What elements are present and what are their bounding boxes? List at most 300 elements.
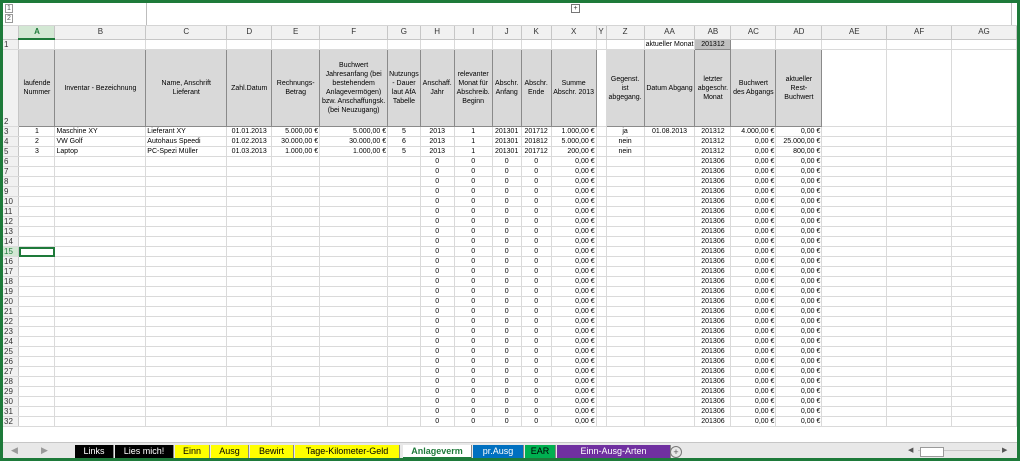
cell-a[interactable] [19,237,55,247]
cell-c[interactable] [146,177,227,187]
cell-g[interactable] [388,337,421,347]
cell-ab[interactable]: 201306 [695,157,731,167]
cell-z[interactable] [606,167,644,177]
cell-k[interactable]: 0 [521,217,551,227]
cell-b[interactable] [55,257,146,267]
cell-a[interactable] [19,327,55,337]
cell-i[interactable]: 1 [454,147,492,157]
cell-g[interactable] [388,267,421,277]
cell-g[interactable] [388,307,421,317]
cell-ae[interactable] [822,227,887,237]
row-number[interactable]: 27 [3,367,19,377]
cell-b[interactable] [55,297,146,307]
cell-a[interactable] [19,387,55,397]
cell-j[interactable]: 0 [492,177,521,187]
row-number[interactable]: 19 [3,287,19,297]
cell-g[interactable]: 5 [388,127,421,137]
cell-ab[interactable]: 201306 [695,417,731,427]
cell-z[interactable] [606,247,644,257]
cell-af[interactable] [887,237,952,247]
cell-ad[interactable]: 0,00 € [776,367,822,377]
scroll-left-icon[interactable]: ◀ [908,447,914,454]
cell-aa[interactable] [644,377,695,387]
cell-x[interactable]: 0,00 € [551,327,596,337]
sheet-tab-1[interactable]: Lies mich! [115,445,174,458]
cell-ad[interactable]: 0,00 € [776,217,822,227]
cell-h[interactable]: 0 [420,327,454,337]
cell[interactable] [388,39,421,50]
cell[interactable] [420,39,454,50]
sheet-tab-6[interactable]: Anlageverm [403,445,472,458]
cell-a[interactable] [19,177,55,187]
cell-d[interactable] [227,367,272,377]
scroll-tabs-left-icon[interactable]: ◀ [11,445,18,455]
cell-z[interactable] [606,347,644,357]
cell-af[interactable] [887,187,952,197]
cell-b[interactable] [55,217,146,227]
cell-e[interactable] [272,377,320,387]
sheet-tab-3[interactable]: Ausg [211,445,249,458]
cell-e[interactable]: 30.000,00 € [272,137,320,147]
cell[interactable] [776,39,822,50]
cell-h[interactable]: 0 [420,337,454,347]
cell-h[interactable]: 0 [420,187,454,197]
cell-e[interactable] [272,227,320,237]
cell-ab[interactable]: 201306 [695,367,731,377]
cell-ae[interactable] [822,187,887,197]
cell-x[interactable]: 0,00 € [551,267,596,277]
cell-e[interactable] [272,157,320,167]
select-all-corner[interactable] [3,26,19,39]
cell-i[interactable]: 0 [454,267,492,277]
cell-ac[interactable]: 0,00 € [731,307,776,317]
cell-x[interactable]: 0,00 € [551,337,596,347]
cell-z[interactable] [606,257,644,267]
cell-a[interactable] [19,407,55,417]
cell-c[interactable] [146,417,227,427]
cell-e[interactable] [272,197,320,207]
cell-i[interactable]: 0 [454,377,492,387]
cell-c[interactable] [146,347,227,357]
cell-k[interactable]: 0 [521,177,551,187]
cell-ag[interactable] [952,197,1017,207]
cell-y[interactable] [596,257,606,267]
cell-ag[interactable] [952,367,1017,377]
cell-ae[interactable] [822,237,887,247]
cell-c[interactable]: PC-Spezi Müller [146,147,227,157]
cell-ag[interactable] [952,407,1017,417]
column-header-aa[interactable]: AA [644,26,695,39]
cell-ae[interactable] [822,297,887,307]
cell-af[interactable] [887,417,952,427]
cell-d[interactable] [227,317,272,327]
cell-b[interactable] [55,197,146,207]
cell-aa[interactable] [644,137,695,147]
cell-f[interactable] [320,377,388,387]
cell-ad[interactable]: 0,00 € [776,127,822,137]
row-number[interactable]: 32 [3,417,19,427]
cell-k[interactable]: 0 [521,357,551,367]
cell-aa[interactable] [644,167,695,177]
cell-j[interactable]: 0 [492,227,521,237]
cell-c[interactable] [146,387,227,397]
cell[interactable] [454,39,492,50]
cell-af[interactable] [887,397,952,407]
cell-h[interactable]: 0 [420,267,454,277]
row-number[interactable]: 31 [3,407,19,417]
cell-ad[interactable]: 0,00 € [776,387,822,397]
cell-ae[interactable] [822,387,887,397]
cell-j[interactable]: 0 [492,277,521,287]
cell-x[interactable]: 0,00 € [551,167,596,177]
cell-ag[interactable] [952,127,1017,137]
cell-ab[interactable]: 201306 [695,277,731,287]
cell-a[interactable] [19,227,55,237]
cell-f[interactable] [320,407,388,417]
cell-ac[interactable]: 0,00 € [731,387,776,397]
cell-g[interactable] [388,237,421,247]
cell-h[interactable]: 0 [420,377,454,387]
cell-aa[interactable] [644,207,695,217]
cell-d[interactable] [227,257,272,267]
cell-a[interactable] [19,307,55,317]
cell-f[interactable] [320,257,388,267]
cell-i[interactable]: 0 [454,157,492,167]
cell-k[interactable]: 0 [521,187,551,197]
cell-f[interactable]: 1.000,00 € [320,147,388,157]
cell-z[interactable] [606,327,644,337]
cell-x[interactable]: 0,00 € [551,207,596,217]
cell-ab[interactable]: 201306 [695,247,731,257]
cell-z[interactable] [606,187,644,197]
cell-aa[interactable] [644,417,695,427]
cell-d[interactable] [227,327,272,337]
cell-ad[interactable]: 0,00 € [776,397,822,407]
cell-c[interactable] [146,277,227,287]
cell-h[interactable]: 0 [420,157,454,167]
cell-y[interactable] [596,187,606,197]
scrollbar-thumb[interactable] [920,447,944,457]
cell-z[interactable]: ja [606,127,644,137]
cell-ag[interactable] [952,147,1017,157]
row-number[interactable]: 12 [3,217,19,227]
cell-g[interactable]: 6 [388,137,421,147]
column-header-h[interactable]: H [420,26,454,39]
cell[interactable] [952,39,1017,50]
cell-ag[interactable] [952,247,1017,257]
cell-d[interactable] [227,267,272,277]
cell-aa[interactable] [644,187,695,197]
cell-ag[interactable] [952,267,1017,277]
cell-af[interactable] [887,307,952,317]
cell-ad[interactable]: 0,00 € [776,307,822,317]
cell-ad[interactable]: 0,00 € [776,247,822,257]
cell-af[interactable] [887,387,952,397]
cell-b[interactable] [55,247,146,257]
cell-ag[interactable] [952,297,1017,307]
cell-e[interactable] [272,177,320,187]
cell-d[interactable] [227,387,272,397]
cell-ae[interactable] [822,217,887,227]
cell-c[interactable] [146,337,227,347]
row-number[interactable]: 4 [3,137,19,147]
cell-ad[interactable]: 0,00 € [776,227,822,237]
cell-x[interactable]: 0,00 € [551,257,596,267]
cell-i[interactable]: 0 [454,297,492,307]
cell-a[interactable] [19,217,55,227]
cell-a[interactable] [19,167,55,177]
cell-i[interactable]: 0 [454,167,492,177]
cell-j[interactable]: 0 [492,357,521,367]
cell-ag[interactable] [952,397,1017,407]
column-header-ac[interactable]: AC [731,26,776,39]
cell-ab[interactable]: 201312 [695,147,731,157]
cell-ae[interactable] [822,167,887,177]
cell-k[interactable]: 0 [521,197,551,207]
cell-g[interactable]: 5 [388,147,421,157]
cell-e[interactable] [272,267,320,277]
cell-e[interactable] [272,237,320,247]
cell-y[interactable] [596,387,606,397]
cell[interactable] [272,39,320,50]
cell-x[interactable]: 0,00 € [551,277,596,287]
cell-d[interactable] [227,277,272,287]
cell-ac[interactable]: 0,00 € [731,257,776,267]
cell-ag[interactable] [952,257,1017,267]
cell-f[interactable] [320,347,388,357]
cell-i[interactable]: 0 [454,357,492,367]
cell-f[interactable] [320,417,388,427]
cell-ae[interactable] [822,317,887,327]
cell-ae[interactable] [822,247,887,257]
cell-h[interactable]: 0 [420,237,454,247]
cell-i[interactable]: 0 [454,387,492,397]
cell-ac[interactable]: 0,00 € [731,217,776,227]
cell-c[interactable] [146,397,227,407]
cell-a[interactable] [19,187,55,197]
cell-ab[interactable]: 201306 [695,337,731,347]
cell-e[interactable] [272,187,320,197]
cell-ae[interactable] [822,267,887,277]
column-header-x[interactable]: X [551,26,596,39]
cell-j[interactable]: 0 [492,307,521,317]
cell-aa[interactable] [644,237,695,247]
cell-y[interactable] [596,417,606,427]
cell-ag[interactable] [952,167,1017,177]
cell-f[interactable] [320,227,388,237]
cell-ab[interactable]: 201312 [695,137,731,147]
cell-z[interactable] [606,287,644,297]
cell-k[interactable]: 0 [521,397,551,407]
worksheet-table[interactable] [3,26,1017,427]
cell-g[interactable] [388,277,421,287]
cell-h[interactable]: 0 [420,257,454,267]
cell-h[interactable]: 0 [420,357,454,367]
cell[interactable] [731,39,776,50]
cell-af[interactable] [887,247,952,257]
cell-x[interactable]: 0,00 € [551,177,596,187]
cell-y[interactable] [596,287,606,297]
cell-ac[interactable]: 0,00 € [731,157,776,167]
cell-e[interactable]: 5.000,00 € [272,127,320,137]
row-number[interactable]: 14 [3,237,19,247]
cell-ad[interactable]: 0,00 € [776,207,822,217]
cell-z[interactable] [606,207,644,217]
cell-ab[interactable]: 201306 [695,267,731,277]
cell-c[interactable]: Autohaus Speedi [146,137,227,147]
cell-b[interactable] [55,327,146,337]
row-number[interactable]: 22 [3,317,19,327]
cell-f[interactable] [320,187,388,197]
row-number[interactable]: 24 [3,337,19,347]
cell-ad[interactable]: 0,00 € [776,317,822,327]
cell-ab[interactable]: 201306 [695,237,731,247]
cell-h[interactable]: 0 [420,387,454,397]
cell-f[interactable]: 5.000,00 € [320,127,388,137]
cell-j[interactable]: 0 [492,187,521,197]
row-number[interactable]: 5 [3,147,19,157]
cell-h[interactable]: 0 [420,177,454,187]
cell-h[interactable]: 2013 [420,147,454,157]
column-header-c[interactable]: C [146,26,227,39]
cell-g[interactable] [388,177,421,187]
cell-j[interactable]: 0 [492,217,521,227]
cell-h[interactable]: 0 [420,417,454,427]
cell-c[interactable] [146,327,227,337]
cell-ag[interactable] [952,207,1017,217]
cell-f[interactable] [320,277,388,287]
cell-i[interactable]: 0 [454,287,492,297]
column-header-ad[interactable]: AD [776,26,822,39]
cell-h[interactable]: 0 [420,207,454,217]
cell-ad[interactable]: 25.000,00 € [776,137,822,147]
cell-h[interactable]: 0 [420,297,454,307]
cell-ab[interactable]: 201306 [695,307,731,317]
cell-a[interactable] [19,377,55,387]
cell-b[interactable] [55,287,146,297]
cell-af[interactable] [887,137,952,147]
cell-k[interactable]: 0 [521,157,551,167]
row-number[interactable]: 18 [3,277,19,287]
cell-g[interactable] [388,357,421,367]
cell-x[interactable]: 0,00 € [551,307,596,317]
cell-ad[interactable]: 0,00 € [776,407,822,417]
cell-e[interactable] [272,277,320,287]
cell-z[interactable] [606,377,644,387]
expand-group-icon[interactable]: + [571,4,580,13]
sheet-tab-8[interactable]: EAR [525,445,556,458]
cell-a[interactable] [19,207,55,217]
cell-c[interactable] [146,197,227,207]
cell-b[interactable] [55,267,146,277]
column-header-k[interactable]: K [521,26,551,39]
row-number[interactable]: 15 [3,247,19,257]
cell[interactable] [822,50,887,127]
cell[interactable] [596,50,606,127]
cell-f[interactable] [320,367,388,377]
cell-j[interactable]: 0 [492,267,521,277]
column-header-ab[interactable]: AB [695,26,731,39]
cell-ad[interactable]: 0,00 € [776,277,822,287]
cell-x[interactable]: 200,00 € [551,147,596,157]
cell-k[interactable]: 0 [521,207,551,217]
cell-y[interactable] [596,197,606,207]
cell-ag[interactable] [952,137,1017,147]
cell-d[interactable] [227,157,272,167]
cell-aa[interactable] [644,367,695,377]
cell-d[interactable] [227,407,272,417]
cell-i[interactable]: 0 [454,237,492,247]
cell-d[interactable] [227,167,272,177]
sheet-tab-0[interactable]: Links [75,445,114,458]
cell-ae[interactable] [822,257,887,267]
row-number[interactable]: 30 [3,397,19,407]
cell-aa[interactable] [644,287,695,297]
cell-x[interactable]: 0,00 € [551,317,596,327]
cell-a[interactable] [19,337,55,347]
row-number[interactable]: 26 [3,357,19,367]
cell-ae[interactable] [822,347,887,357]
cell-y[interactable] [596,277,606,287]
active-cell[interactable] [19,247,55,257]
cell-c[interactable] [146,377,227,387]
cell-c[interactable] [146,167,227,177]
row-number[interactable]: 9 [3,187,19,197]
cell-z[interactable] [606,367,644,377]
cell-a[interactable]: 3 [19,147,55,157]
cell-y[interactable] [596,307,606,317]
cell-f[interactable] [320,177,388,187]
cell-e[interactable] [272,407,320,417]
row-number[interactable]: 8 [3,177,19,187]
cell-aa[interactable] [644,267,695,277]
cell-aa[interactable] [644,217,695,227]
cell-e[interactable] [272,287,320,297]
cell-g[interactable] [388,287,421,297]
cell-z[interactable] [606,297,644,307]
cell-x[interactable]: 1.000,00 € [551,127,596,137]
cell-i[interactable]: 0 [454,197,492,207]
column-header-a[interactable]: A [19,26,55,39]
cell-y[interactable] [596,337,606,347]
cell-j[interactable]: 0 [492,257,521,267]
cell[interactable] [521,39,551,50]
cell-d[interactable] [227,177,272,187]
cell-d[interactable] [227,347,272,357]
cell-i[interactable]: 0 [454,347,492,357]
cell-ae[interactable] [822,157,887,167]
cell-k[interactable]: 0 [521,267,551,277]
cell-ae[interactable] [822,137,887,147]
cell-d[interactable] [227,417,272,427]
cell-aa[interactable] [644,397,695,407]
column-header-e[interactable]: E [272,26,320,39]
cell-c[interactable] [146,247,227,257]
cell-h[interactable]: 0 [420,347,454,357]
cell-h[interactable]: 0 [420,317,454,327]
cell-aa[interactable] [644,147,695,157]
cell-ab[interactable]: 201306 [695,187,731,197]
cell-f[interactable] [320,167,388,177]
cell-ad[interactable]: 0,00 € [776,297,822,307]
cell-ad[interactable]: 0,00 € [776,177,822,187]
cell-a[interactable] [19,267,55,277]
cell[interactable] [320,39,388,50]
cell-ab[interactable]: 201306 [695,407,731,417]
cell-aa[interactable] [644,177,695,187]
cell-ag[interactable] [952,227,1017,237]
cell-ag[interactable] [952,307,1017,317]
